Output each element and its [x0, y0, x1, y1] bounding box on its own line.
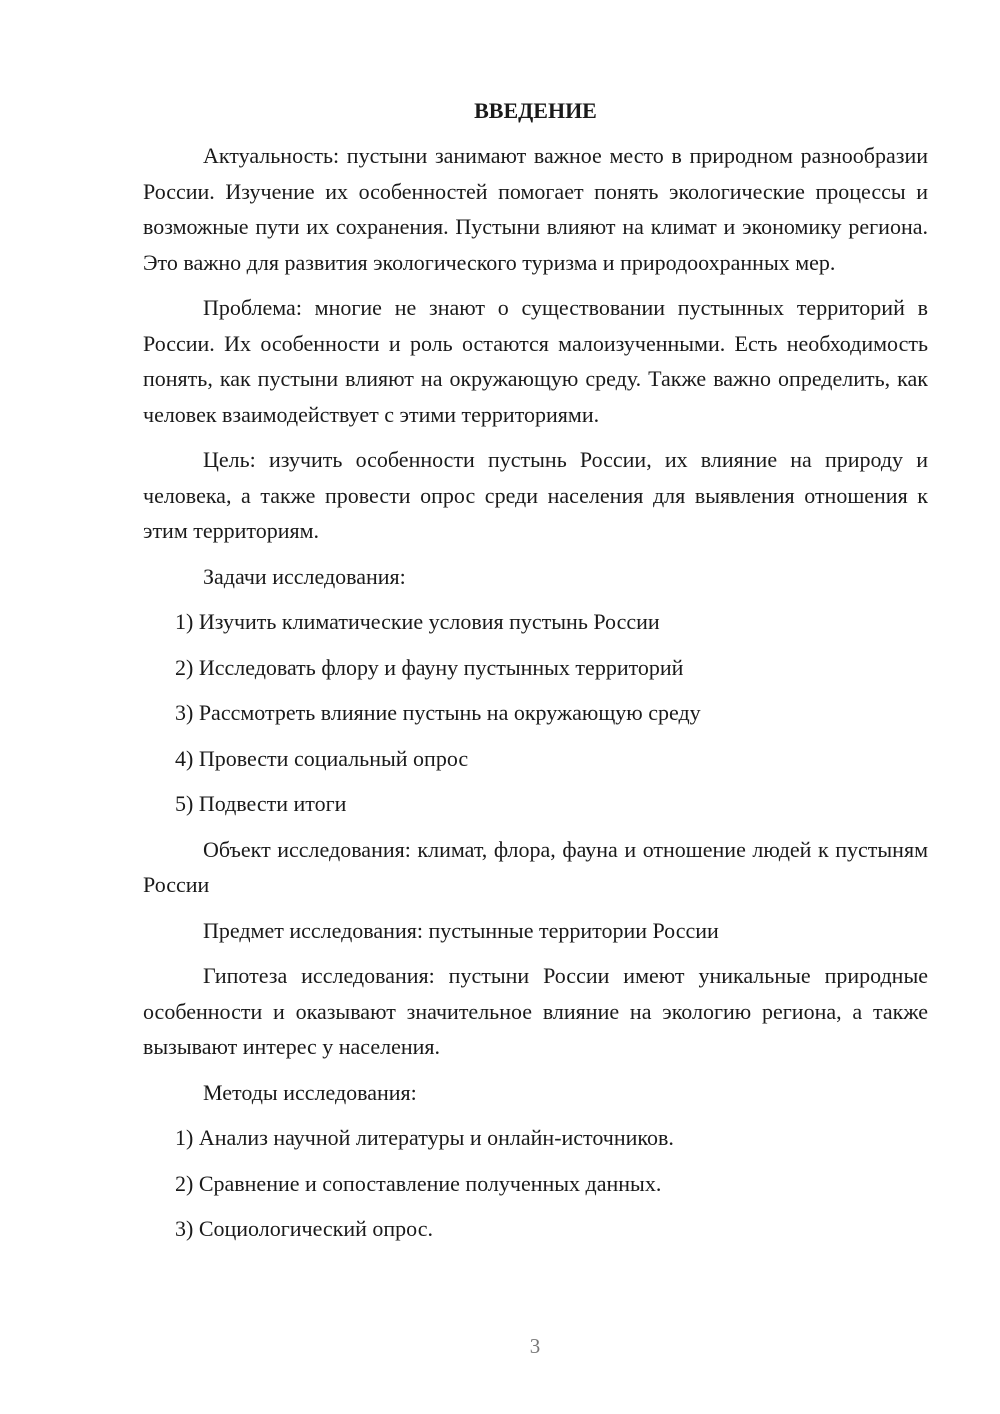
paragraph-hypothesis: Гипотеза исследования: пустыни России имеют уникальные природные особенности и оказывают значительное влияние на экологию региона, а также вызывают интерес у населения.	[143, 963, 928, 1059]
method-item: 1) Анализ научной литературы и онлайн-источников.	[175, 1125, 674, 1150]
paragraph-subject: Предмет исследования: пустынные территории России	[203, 917, 719, 943]
method-item: 2) Сравнение и сопоставление полученных данных.	[175, 1170, 662, 1196]
paragraph-problem: Проблема: многие не знают о существовании пустынных территорий в России. Их особенности и роль остаются малоизученными. Есть необходимость понять, как пустыни влияют на окружающую среду. Также важно определить, как человек взаимодействует с этими территориями.	[143, 295, 928, 427]
methods-heading: Методы исследования:	[203, 1079, 417, 1105]
paragraph-relevance: Актуальность: пустыни занимают важное место в природном разнообразии России. Изучение их особенностей помогает понять экологические процессы и возможные пути их сохранения. Пустыни влияют на климат и экономику региона. Это важно для развития экологического туризма и природоохранных мер.	[143, 143, 928, 275]
task-item: 3) Рассмотреть влияние пустынь на окружающую среду	[175, 700, 701, 725]
method-item: 3) Социологический опрос.	[175, 1216, 433, 1241]
task-item: 5) Подвести итоги	[175, 791, 347, 816]
page-number: 3	[529, 1334, 541, 1358]
task-item: 1) Изучить климатические условия пустынь России	[175, 609, 660, 634]
paragraph-goal: Цель: изучить особенности пустынь России, их влияние на природу и человека, а также провести опрос среди населения для выявления отношения к этим территориям.	[143, 447, 928, 543]
page-content	[143, 96, 928, 1257]
task-item: 2) Исследовать флору и фауну пустынных территорий	[175, 654, 684, 680]
tasks-heading: Задачи исследования:	[203, 563, 406, 589]
page-title: ВВЕДЕНИЕ	[474, 98, 597, 123]
paragraph-object: Объект исследования: климат, флора, фауна и отношение людей к пустыням России	[143, 836, 928, 897]
task-item: 4) Провести социальный опрос	[175, 745, 469, 771]
